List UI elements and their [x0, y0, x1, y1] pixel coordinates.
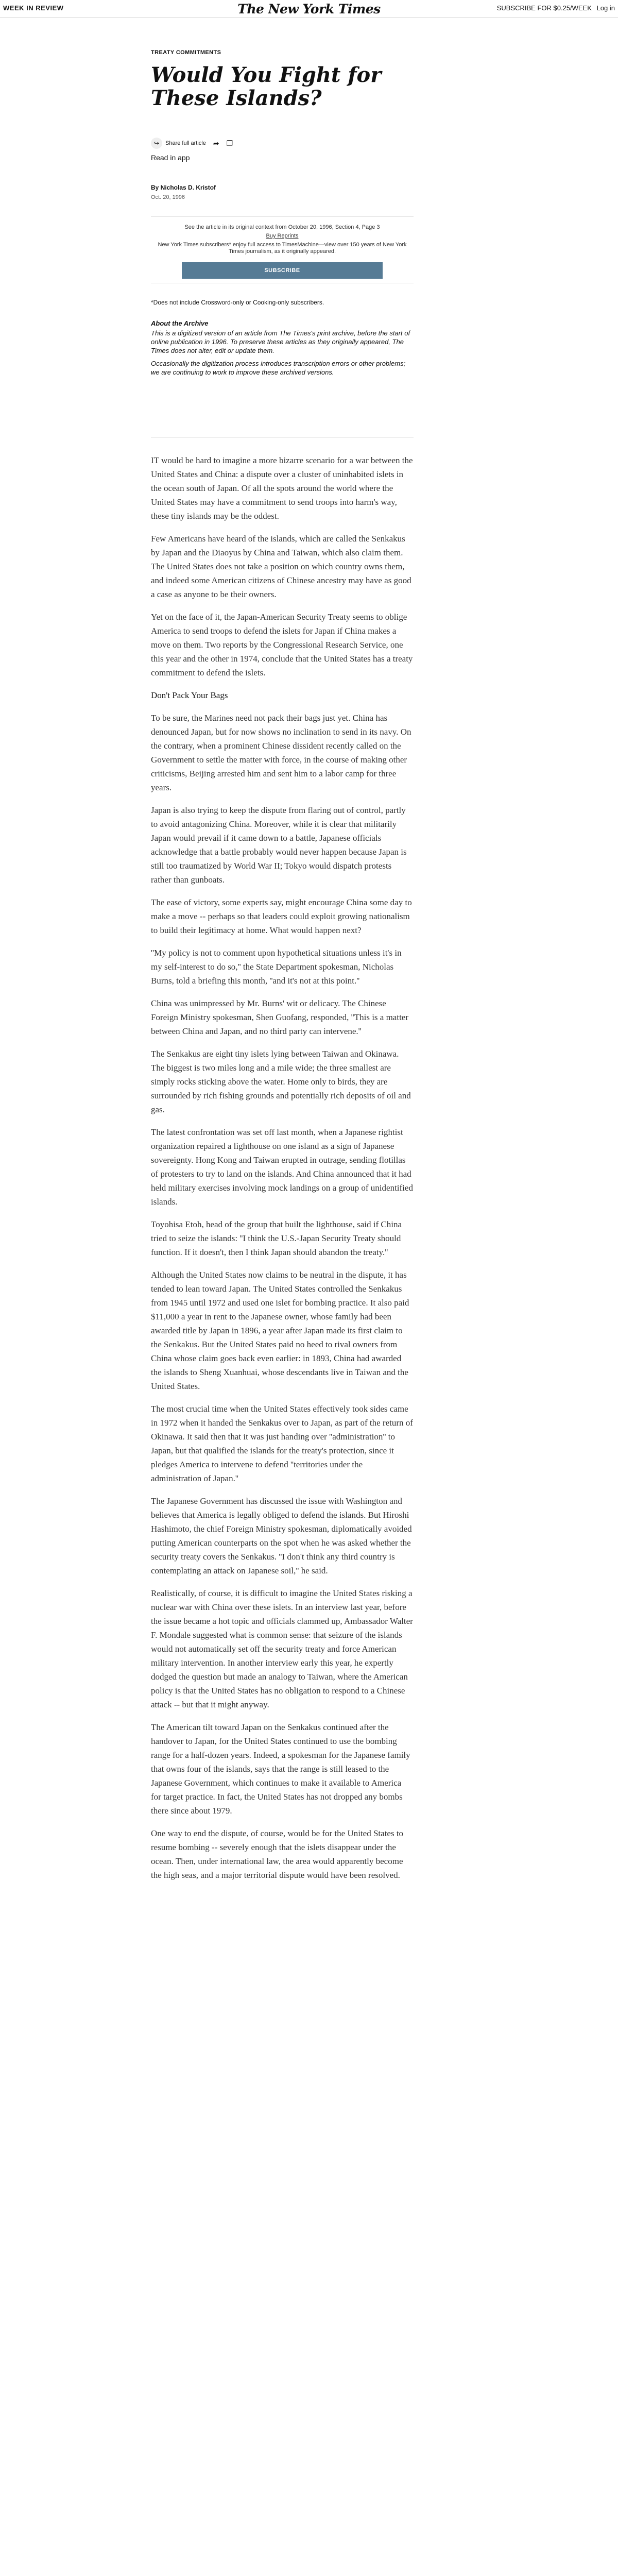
kicker[interactable]: TREATY COMMITMENTS [151, 49, 221, 56]
read-in-app-link[interactable]: Read in app [151, 154, 190, 162]
body-paragraph: One way to end the dispute, of course, would be for the United States to resume bombing -- severely enough that the islets disappear under the ocean. Then, under international law, the area would apparently become the high seas, and a major territorial dispute would have been resolved. [151, 1828, 404, 1880]
timesmachine-text: New York Times subscribers* enjoy full access to TimesMachine—view over 150 years of New York Times journalism, as it originally appeared. [158, 242, 407, 255]
body-paragraph: Although the United States now claims to be neutral in the dispute, it has tended to lean toward Japan. The United States controlled the Senkakus from 1945 until 1972 and used one islet for bombing practice. It also paid $11,000 a year in rent to the Japanese owner, whose family had been awarded title by Japan in 1896, a year after Japan made its first claim to the Senkakus. But the United States paid no heed to rival owners from China whose claim goes back even earlier: in 1893, China had awarded the islands to Sheng Xuanhuai, whose descendants live in Taiwan and the United States. [151, 1270, 409, 1391]
about-paragraph: Occasionally the digitization process introduces transcription errors or other problems; we are continuing to work to improve these archived versions. [151, 360, 406, 376]
subheading: Don't Pack Your Bags [151, 690, 228, 700]
body-paragraph: The latest confrontation was set off last month, when a Japanese rightist organization repaired a lighthouse on one island as a sign of Japanese sovereignty. Hong Kong and Taiwan erupted in outrage, sending flotillas of protesters to try to land on the islands. And China announced that it had held military exercises involving mock landings on a group of unidentified islands. [151, 1127, 413, 1207]
body-paragraph: Japan is also trying to keep the dispute from flaring out of control, partly to avoid antagonizing China. Moreover, while it is clear that militarily Japan would prevail if it came down to a battle, Japanese officials acknowledge that a battle probably would never happen because Japan is still too traumatized by World War II; Tokyo would dispatch protests rather than gunboats. [151, 805, 407, 885]
body-paragraph: The Senkakus are eight tiny islets lying between Taiwan and Okinawa. The biggest is two miles long and a mile wide; the three smallest are simply rocks sticking above the water. Home only to birds, they are surrounded by rich fishing grounds and potentially rich deposits of oil and gas. [151, 1049, 411, 1114]
body-paragraph: IT would be hard to imagine a more bizarre scenario for a war between the United States and China: a dispute over a cluster of uninhabited islets in the ocean south of Japan. Of all the spots around the world where the United States may have a commitment to send troops into harm's way, these tiny islands may be the oddest. [151, 455, 413, 521]
body-paragraph: The Japanese Government has discussed the issue with Washington and believes that America is legally obliged to defend the islands. But Hiroshi Hashimoto, the chief Foreign Ministry spokesman, diplomatically avoided putting American counterparts on the spot when he was asked whether the security treaty covers the Senkakus. ''I don't think any third country is contemplating an attack on Japanese soil,'' he said. [151, 1496, 412, 1575]
body-paragraph: Toyohisa Etoh, head of the group that built the lighthouse, said if China tried to seize the islands: ''I think the U.S.-Japan Security Treaty should function. If it doesn't, then I think Japan should abandon the treaty.'' [151, 1219, 402, 1257]
top-right-links [494, 4, 615, 12]
body-paragraph: Yet on the face of it, the Japan-American Security Treaty seems to oblige America to send troops to defend the islets for Japan if China makes a move on them. Two reports by the Congressional Research Service, one this year and the other in 1974, conclude that the United States has a treaty commitment to defend the islets. [151, 612, 413, 677]
top-bar [0, 0, 618, 18]
about-paragraph: This is a digitized version of an article from The Times's print archive, before the start of online publication in 1996. To preserve these articles as they originally appeared, The Times does not alter, edit or update them. [151, 329, 410, 354]
publish-date: Oct. 20, 1996 [151, 194, 185, 200]
bookmark-icon[interactable]: ❐ [226, 139, 233, 147]
body-paragraph: ''My policy is not to comment upon hypothetical situations unless it's in my self-interest to do so,'' the State Department spokesman, Nicholas Burns, told a briefing this month, ''and it's not at this point.'' [151, 948, 402, 986]
about-heading: About the Archive [151, 319, 209, 327]
share-button[interactable] [151, 138, 206, 149]
login-link[interactable]: Log in [596, 4, 615, 12]
nyt-logo[interactable]: The New York Times [237, 2, 381, 16]
body-paragraph: The most crucial time when the United States effectively took sides came in 1972 when it handed the Senkakus over to Japan, as part of the return of Okinawa. It said then that it was just handing over ''administration'' to Japan, but that qualified the islands for the treaty's protection, since it pledges America to intervene to defend ''territories under the administration of Japan.'' [151, 1404, 413, 1483]
article-body [151, 453, 414, 1891]
headline: Would You Fight for These Islands? [151, 63, 382, 110]
article-tools [151, 137, 414, 150]
section-label[interactable]: WEEK IN REVIEW [3, 4, 64, 12]
buy-reprints-link[interactable]: Buy Reprints [266, 233, 299, 239]
gift-icon[interactable]: ➦ [213, 139, 219, 147]
share-label: Share full article [165, 140, 206, 146]
body-paragraph: Few Americans have heard of the islands, which are called the Senkakus by Japan and the Diaoyus by China and Taiwan, which also claim them. The United States does not take a position on which country owns them, and indeed some American citizens of Chinese ancestry may have as good a case as anyone to be their owners. [151, 534, 411, 599]
timesmachine-box [151, 216, 414, 283]
original-context-link[interactable]: See the article in its original context from October 20, 1996, Section 4, Page 3 [184, 224, 380, 230]
subscribe-button[interactable]: SUBSCRIBE [182, 262, 383, 279]
subscriber-note: *Does not include Crossword-only or Cooking-only subscribers. [151, 299, 324, 306]
subscribe-link[interactable]: SUBSCRIBE FOR $0.25/WEEK [496, 4, 592, 12]
share-icon: ↪ [151, 138, 162, 149]
body-paragraph: Realistically, of course, it is difficult to imagine the United States risking a nuclear war with China over these islets. In an interview last year, before the issue became a hot topic and officials clammed up, Ambassador Walter F. Mondale suggested what is common sense: that seizure of the islands would not automatically set off the security treaty and force American military intervention. In another interview early this year, he expertly dodged the question but made an analogy to Taiwan, where the American policy is that the United States has no obligation to respond to a Chinese attack -- but that it might anyway. [151, 1588, 413, 1709]
body-paragraph: The ease of victory, some experts say, might encourage China some day to make a move -- perhaps so that leaders could exploit growing nationalism to build their legitimacy at home. What would happen next? [151, 897, 412, 935]
byline[interactable]: By Nicholas D. Kristof [151, 184, 216, 191]
body-paragraph: The American tilt toward Japan on the Senkakus continued after the handover to Japan, for the United States continued to use the bombing range for a half-dozen years. Indeed, a spokesman for the Japanese family that owns four of the islands, says that the range is still leased to the Japanese Government, which continues to make it available to America for target practice. In fact, the United States has not dropped any bombs there since about 1979. [151, 1722, 410, 1816]
about-archive [151, 319, 414, 381]
body-paragraph: To be sure, the Marines need not pack their bags just yet. China has denounced Japan, but for now shows no inclination to send in its navy. On the contrary, when a prominent Chinese dissident recently called on the Government to settle the matter with force, in the course of making other criticisms, Beijing arrested him and sent him to a labor camp for three years. [151, 713, 411, 792]
body-paragraph: China was unimpressed by Mr. Burns' wit or delicacy. The Chinese Foreign Ministry spokesman, Shen Guofang, responded, ''This is a matter between China and Japan, and no third party can intervene.'' [151, 998, 408, 1036]
